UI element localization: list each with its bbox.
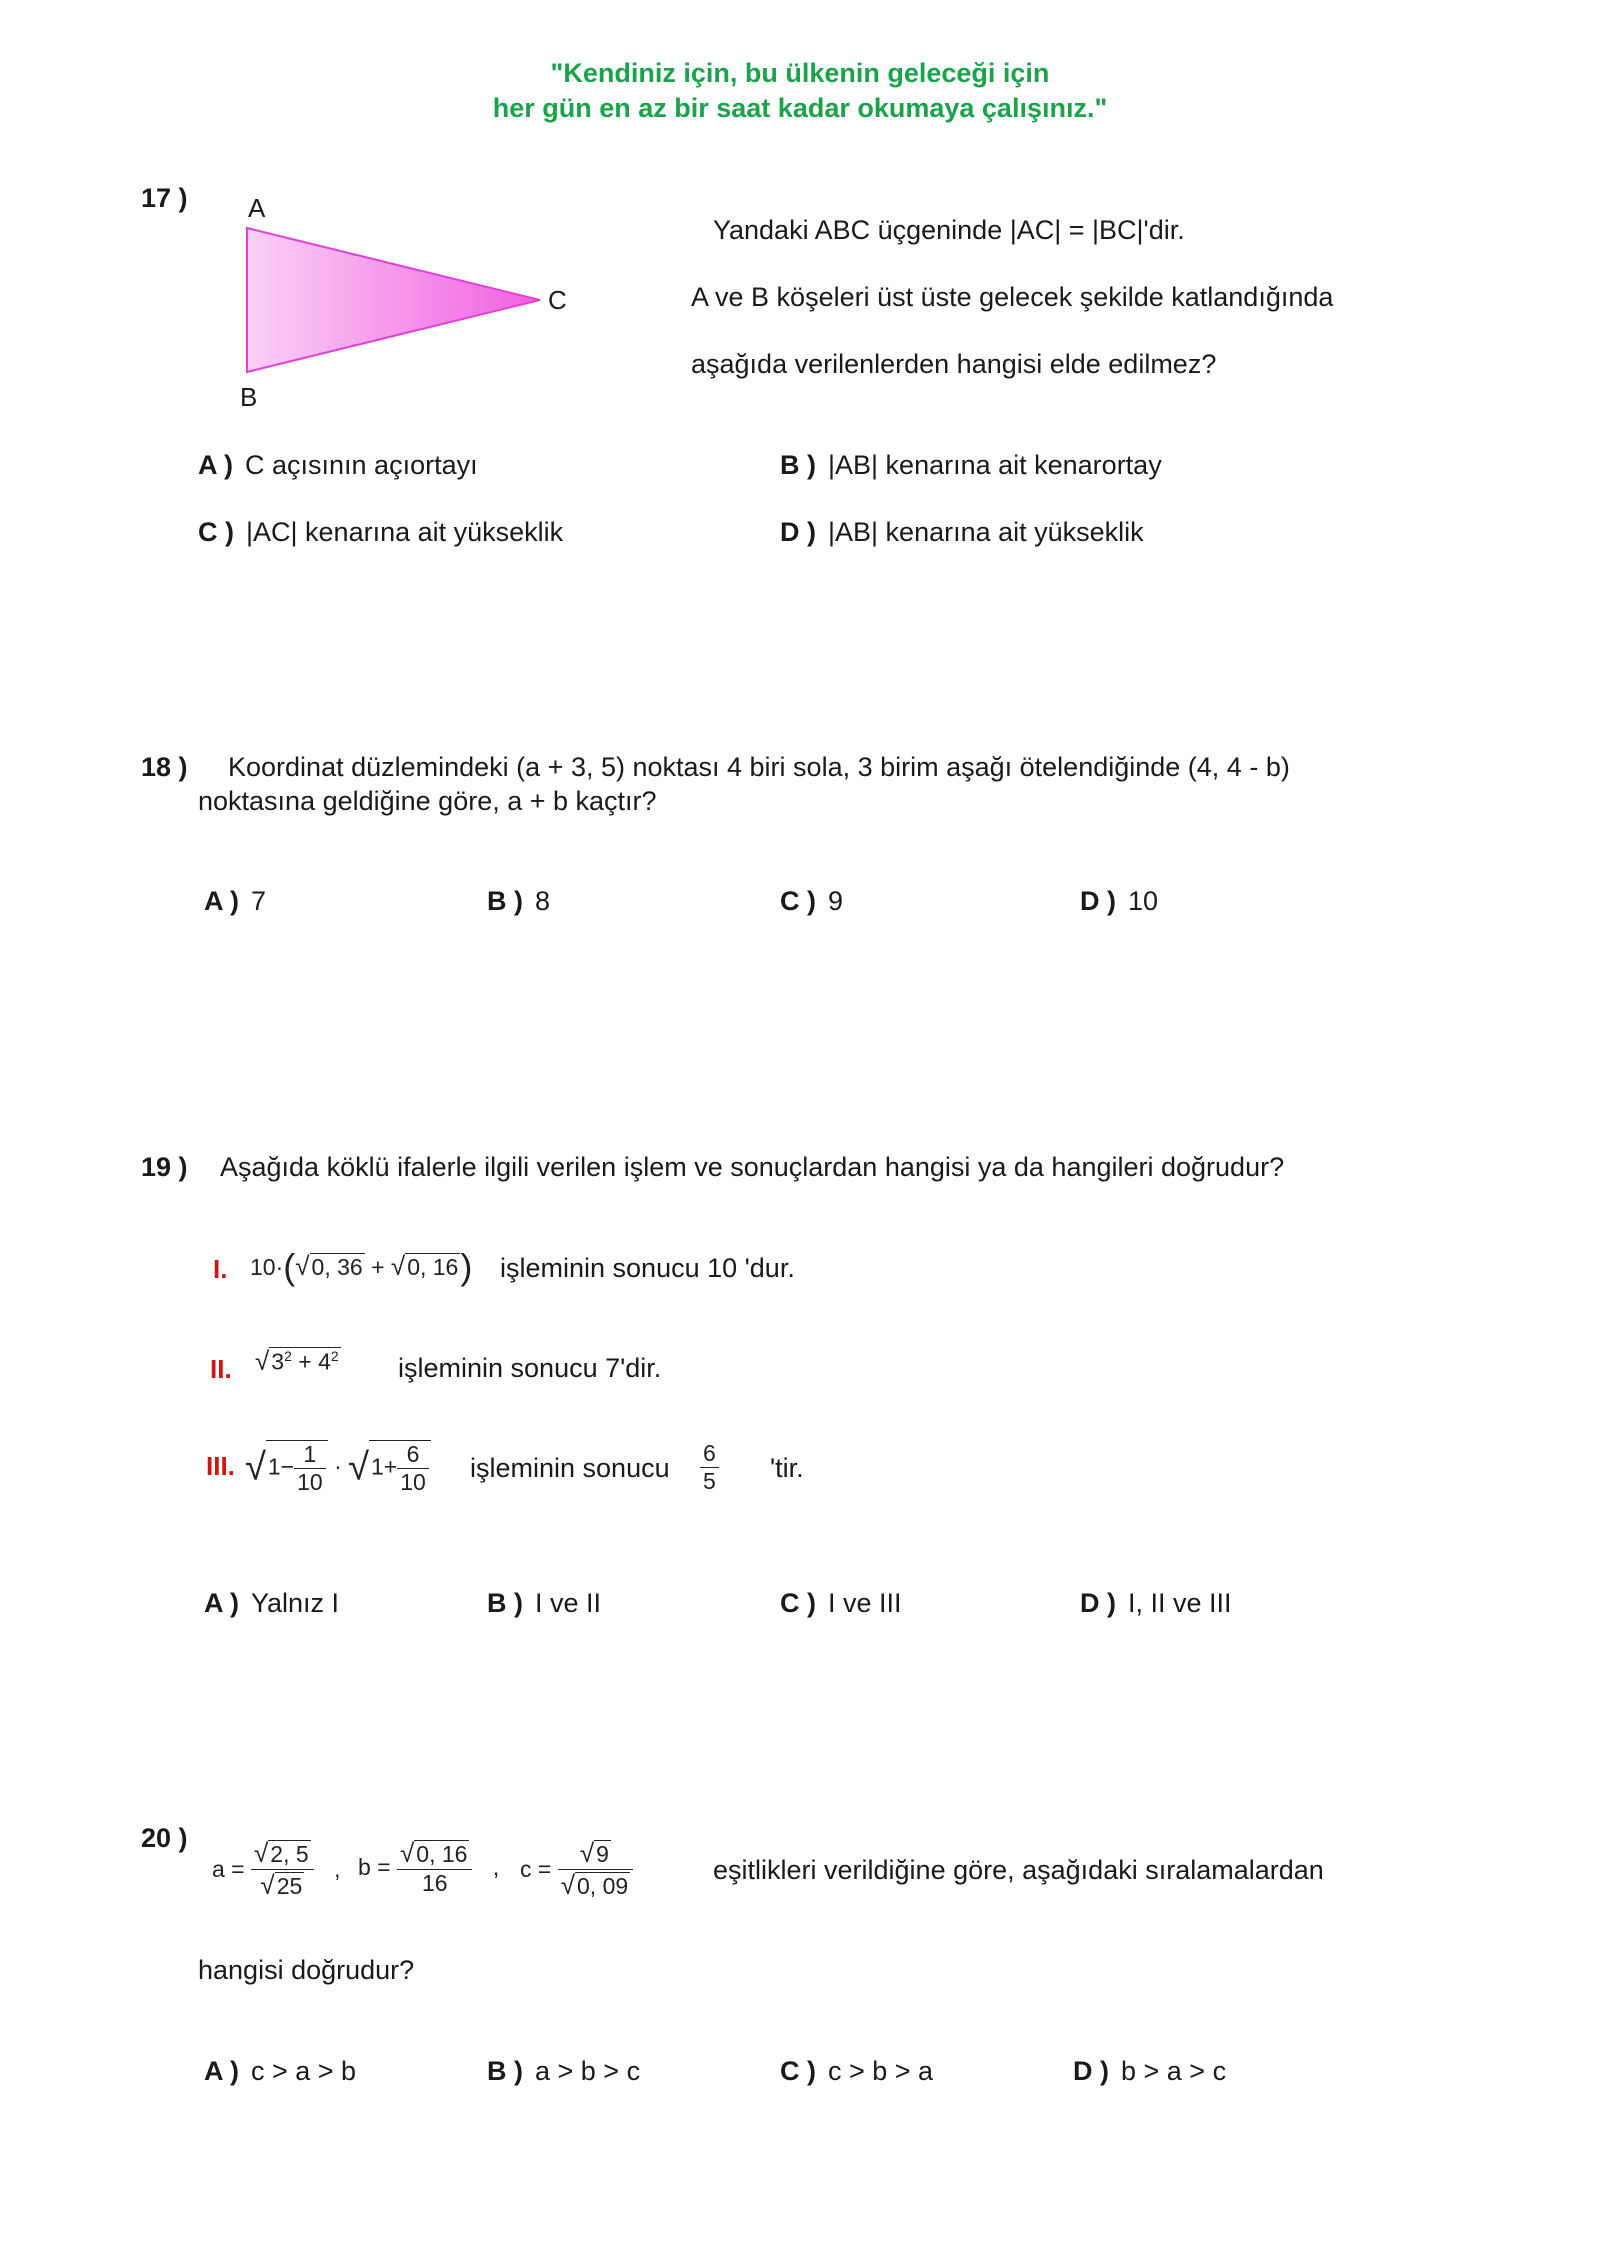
q19-option-a[interactable]: A ) Yalnız I [204,1588,340,1618]
q18-option-b[interactable]: B ) 8 [487,886,551,916]
q18-line-1: Koordinat düzlemindeki (a + 3, 5) noktası 4 biri sola, 3 birim aşağı ötelendiğinde (4, 4 - b) [228,752,1290,782]
q20-c-expression: c = $\frac{√9}{√0, 09}$ [520,1838,633,1901]
q19-option-c[interactable]: C ) I ve III [780,1588,902,1618]
q17-line-3: aşağıda verilenlerden hangisi elde edilmez? [691,349,1217,379]
motto-line-2: her gün en az bir saat kadar okumaya çalışınız." [492,93,1108,123]
q19-item-3-roman: III. [206,1451,235,1481]
q20-option-b[interactable]: B ) a > b > c [487,2056,641,2086]
q20-option-a[interactable]: A ) c > a > b [204,2056,357,2086]
q19-item-2-text: işleminin sonucu 7'dir. [398,1353,662,1383]
q19-item-1-expression: 10·(√0, 36 + √0, 16) [250,1246,473,1287]
q18-option-c[interactable]: C ) 9 [780,886,844,916]
q20-option-d[interactable]: D ) b > a > c [1073,2056,1227,2086]
vertex-a-label: A [248,193,266,223]
q20-a-expression: a = $\frac{√2, 5}{√25}$ , [212,1838,341,1900]
motto-line-1: "Kendiniz için, bu ülkenin geleceği için [550,58,1050,88]
vertex-c-label: C [548,285,567,315]
vertex-b-label: B [240,382,258,412]
question-20-number: 20 ) [141,1823,188,1853]
q20-text-2: hangisi doğrudur? [198,1955,415,1985]
q18-line-2: noktasına geldiğine göre, a + b kaçtır? [198,786,657,816]
q20-b-expression: b = $\frac{√0, 16}{16}$ , [358,1838,500,1896]
q20-option-c[interactable]: C ) c > b > a [780,2056,934,2086]
q17-option-d[interactable]: D ) |AB| kenarına ait yükseklik [780,517,1144,547]
question-18-number: 18 ) [141,752,188,782]
q19-item-3-text: işleminin sonucu [470,1453,670,1483]
q19-item-3-result-fraction: $\frac{6}{5}$ [700,1440,719,1495]
q17-option-c[interactable]: C ) |AC| kenarına ait yükseklik [198,517,564,547]
q19-item-1-roman: I. [213,1254,228,1284]
q17-line-2: A ve B köşeleri üst üste gelecek şekilde katlandığında [691,282,1334,312]
q19-option-d[interactable]: D ) I, II ve III [1080,1588,1232,1618]
q19-item-2-expression: $√3^2 + 4^2$ [255,1346,339,1376]
q18-option-d[interactable]: D ) 10 [1080,886,1159,916]
q19-item-2-roman: II. [210,1354,232,1384]
triangle-abc [247,228,540,372]
q17-option-a[interactable]: A ) C açısının açıortayı [198,450,478,480]
triangle-abc-figure [230,190,570,420]
q19-item-3-suffix: 'tir. [770,1453,804,1483]
question-19-number: 19 ) [141,1152,188,1182]
q17-line-1: Yandaki ABC üçgeninde |AC| = |BC|'dir. [713,215,1185,245]
q19-question: Aşağıda köklü ifalerle ilgili verilen işlem ve sonuçlardan hangisi ya da hangileri doğrudur? [220,1152,1285,1182]
q19-option-b[interactable]: B ) I ve II [487,1588,602,1618]
q18-option-a[interactable]: A ) 7 [204,886,267,916]
q20-text-1: eşitlikleri verildiğine göre, aşağıdaki sıralamalardan [713,1855,1324,1885]
q17-option-b[interactable]: B ) |AB| kenarına ait kenarortay [780,450,1162,480]
question-17-number: 17 ) [141,183,188,213]
q19-item-1-text: işleminin sonucu 10 'dur. [500,1253,795,1283]
q19-item-3-expression: √1− $\frac{1}{10}$ · √1+ $\frac{6}{10}$ [245,1440,431,1496]
